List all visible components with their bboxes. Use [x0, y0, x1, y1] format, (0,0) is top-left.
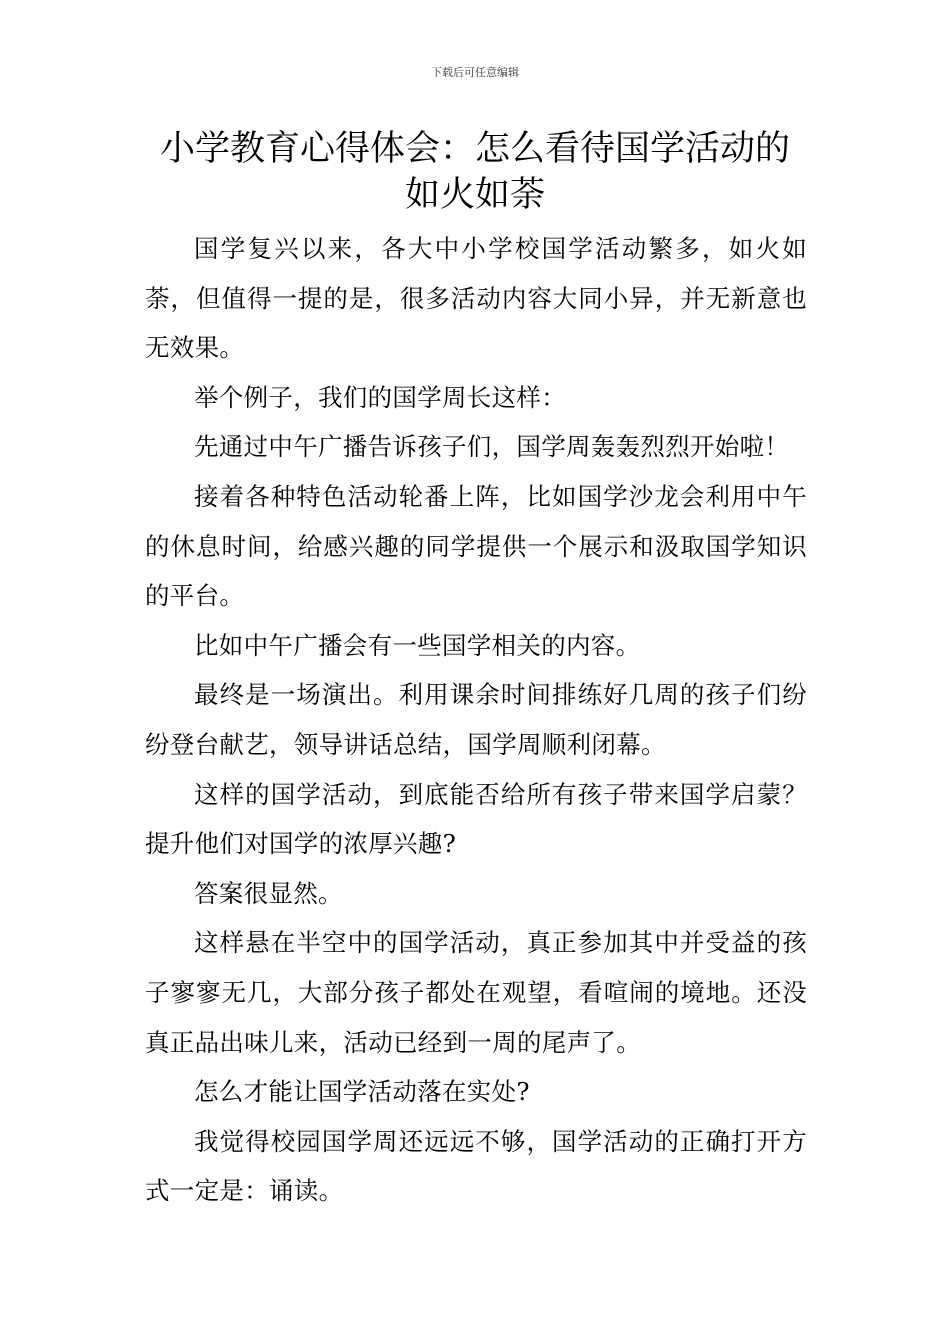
- paragraph: 先通过中午广播告诉孩子们，国学周轰轰烈烈开始啦！: [194, 432, 790, 462]
- header-note: 下载后可任意编辑: [431, 66, 519, 79]
- paragraph: 这样悬在半空中的国学活动，真正参加其中并受益的孩子寥寥无几，大部分孩子都处在观望，看喧闹的境地。还没真正品出味儿来，活动已经到一周的尾声了。: [145, 928, 807, 1057]
- paragraph: 怎么才能让国学活动落在实处?: [194, 1077, 530, 1107]
- paragraph: 举个例子，我们的国学周长这样：: [194, 382, 566, 412]
- paragraph: 接着各种特色活动轮番上阵，比如国学沙龙会利用中午的休息时间，给感兴趣的同学提供一个展示和汲取国学知识的平台。: [145, 481, 807, 611]
- paragraph: 答案很显然。: [194, 878, 343, 908]
- paragraph: 国学复兴以来，各大中小学校国学活动繁多，如火如荼，但值得一提的是，很多活动内容大同小异，并无新意也无效果。: [145, 234, 807, 363]
- paragraph: 这样的国学活动，到底能否给所有孩子带来国学启蒙？提升他们对国学的浓厚兴趣?: [145, 779, 807, 859]
- paragraph: 最终是一场演出。利用课余时间排练好几周的孩子们纷纷登台献艺，领导讲话总结，国学周顺利闭幕。: [145, 680, 807, 759]
- document-title: 小学教育心得体会：怎么看待国学活动的如火如荼: [159, 129, 790, 215]
- document-body: [145, 224, 807, 1216]
- paragraph: 我觉得校园国学周还远远不够，国学活动的正确打开方式一定是：诵读。: [145, 1126, 807, 1206]
- paragraph: 比如中午广播会有一些国学相关的内容。: [194, 630, 641, 660]
